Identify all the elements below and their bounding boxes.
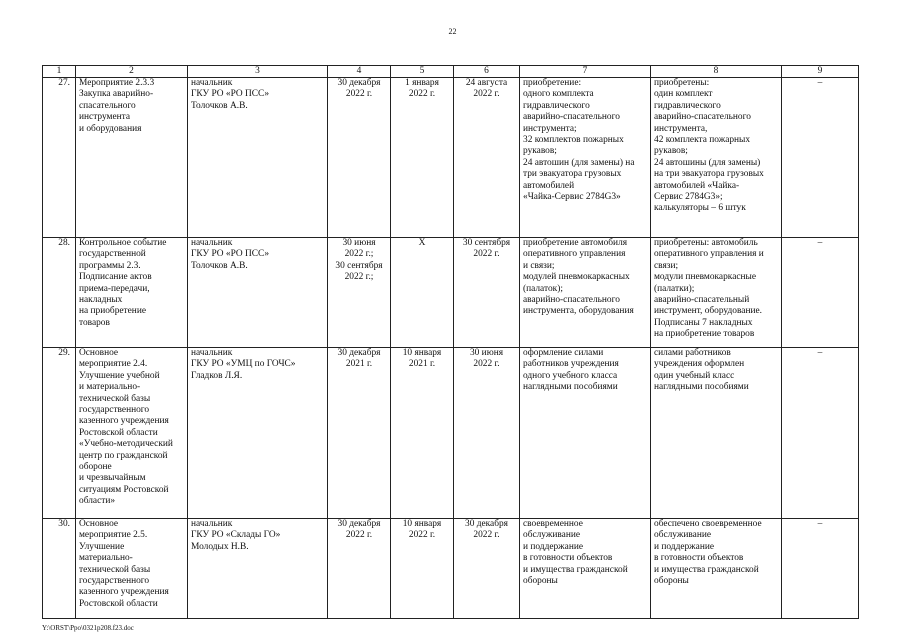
actual-results: приобретены: один комплект гидравлического аварийно-спасательного инструмента, 42 комплекта пожарных рукавов; 24 автошины (для замены) на три эвакуатора грузовых автомобилей «Чайка- Сервис 2784G3»; калькуляторы – 6 штук <box>651 78 782 238</box>
responsible-person: начальник ГКУ РО «УМЦ по ГОЧС» Гладков Л.Я. <box>188 348 328 519</box>
row-number: 30. <box>43 519 76 619</box>
header-cell-5: 5 <box>391 66 454 78</box>
reasons: – <box>782 238 859 348</box>
table-row <box>43 519 859 619</box>
header-cell-4: 4 <box>328 66 391 78</box>
event-name: Основное мероприятие 2.5. Улучшение материально- технической базы государственного казенного учреждения Ростовской области <box>76 519 188 619</box>
planned-end-date: 30 декабря 2021 г. <box>328 348 391 519</box>
row-number: 28. <box>43 238 76 348</box>
header-cell-6: 6 <box>454 66 520 78</box>
header-cell-7: 7 <box>520 66 651 78</box>
header-cell-9: 9 <box>782 66 859 78</box>
actual-start-date: 10 января 2022 г. <box>391 519 454 619</box>
planned-end-date: 30 декабря 2022 г. <box>328 78 391 238</box>
responsible-person: начальник ГКУ РО «Склады ГО» Молодых Н.В. <box>188 519 328 619</box>
table-row <box>43 238 859 348</box>
header-cell-1: 1 <box>43 66 76 78</box>
event-name: Мероприятие 2.3.3 Закупка аварийно- спасательного инструмента и оборудования <box>76 78 188 238</box>
responsible-person: начальник ГКУ РО «РО ПСС» Толочков А.В. <box>188 238 328 348</box>
actual-start-date: Х <box>391 238 454 348</box>
event-name: Основное мероприятие 2.4. Улучшение учебной и материально- технической базы государственного казенного учреждения Ростовской области «Учебно-методический центр по гражданской обороне и чрезвычайным ситуациям Ростовской области» <box>76 348 188 519</box>
actual-results: приобретены: автомобиль оперативного управления и связи; модули пневмокаркасные (палатки); аварийно-спасательный инструмент, оборудование. Подписаны 7 накладных на приобретение товаров <box>651 238 782 348</box>
actual-end-date: 24 августа 2022 г. <box>454 78 520 238</box>
actual-start-date: 1 января 2022 г. <box>391 78 454 238</box>
header-cell-8: 8 <box>651 66 782 78</box>
actual-start-date: 10 января 2021 г. <box>391 348 454 519</box>
header-row <box>43 66 859 78</box>
header-cell-3: 3 <box>188 66 328 78</box>
planned-end-date: 30 декабря 2022 г. <box>328 519 391 619</box>
actual-results: обеспечено своевременное обслуживание и поддержание в готовности объектов и имущества гражданской обороны <box>651 519 782 619</box>
reasons: – <box>782 348 859 519</box>
page-number: 22 <box>448 27 457 36</box>
row-number: 27. <box>43 78 76 238</box>
table-row <box>43 78 859 238</box>
actual-end-date: 30 июня 2022 г. <box>454 348 520 519</box>
planned-results: приобретение автомобиля оперативного управления и связи; модулей пневмокаркасных (палаток); аварийно-спасательного инструмента, оборудования <box>520 238 651 348</box>
reasons: – <box>782 78 859 238</box>
report-table <box>42 65 859 619</box>
row-number: 29. <box>43 348 76 519</box>
planned-results: своевременное обслуживание и поддержание в готовности объектов и имущества гражданской обороны <box>520 519 651 619</box>
reasons: – <box>782 519 859 619</box>
actual-results: силами работников учреждения оформлен один учебный класс наглядными пособиями <box>651 348 782 519</box>
actual-end-date: 30 декабря 2022 г. <box>454 519 520 619</box>
responsible-person: начальник ГКУ РО «РО ПСС» Толочков А.В. <box>188 78 328 238</box>
planned-results: приобретение: одного комплекта гидравлического аварийно-спасательного инструмента; 32 комплектов пожарных рукавов; 24 автошин (для замены) на три эвакуатора грузовых автомобилей «Чайка-Сервис 2784G3» <box>520 78 651 238</box>
planned-end-date: 30 июня 2022 г.; 30 сентября 2022 г.; <box>328 238 391 348</box>
table-row <box>43 348 859 519</box>
event-name: Контрольное событие государственной программы 2.3. Подписание актов приема-передачи, накладных на приобретение товаров <box>76 238 188 348</box>
actual-end-date: 30 сентября 2022 г. <box>454 238 520 348</box>
header-cell-2: 2 <box>76 66 188 78</box>
footer-file-path: Y:\ORST\Ppo\0321p208.f23.doc <box>42 624 134 632</box>
planned-results: оформление силами работников учреждения одного учебного класса наглядными пособиями <box>520 348 651 519</box>
